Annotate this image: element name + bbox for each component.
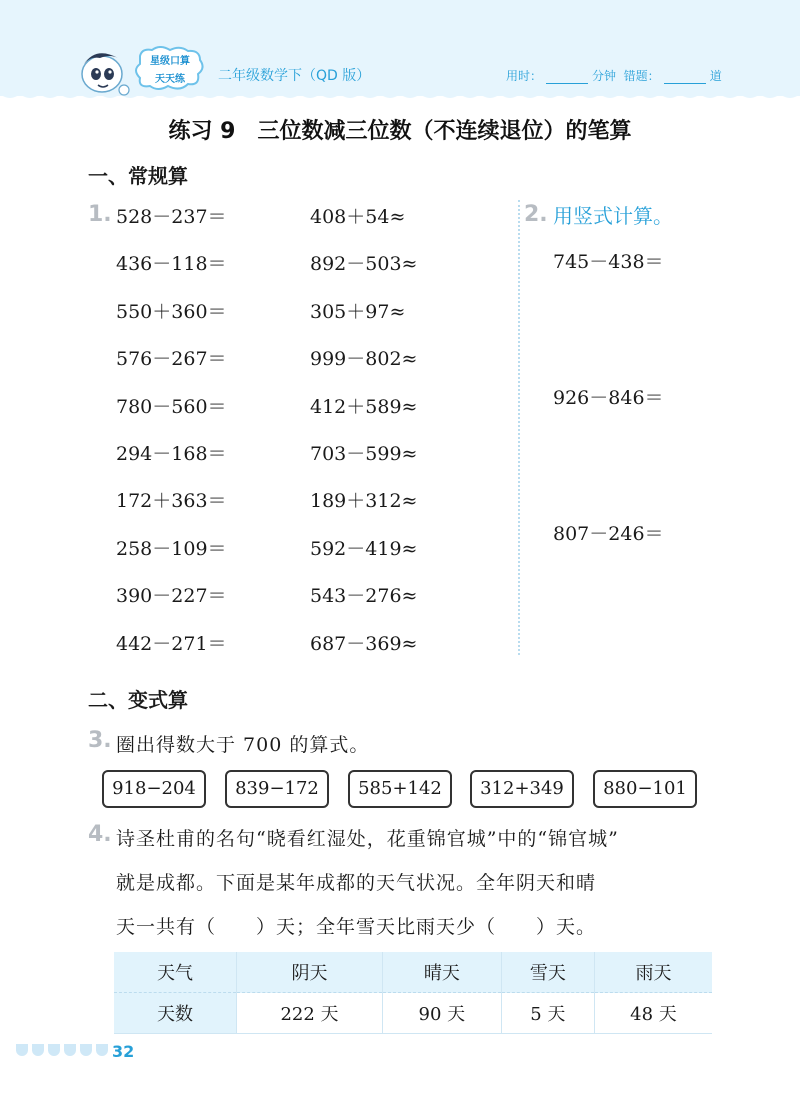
calc-item: 172＋363＝ — [116, 490, 227, 513]
table-cell: 222 天 — [237, 993, 383, 1034]
footer-dot — [16, 1044, 28, 1056]
question-number-4: 4. — [88, 822, 112, 847]
error-blank[interactable] — [664, 71, 706, 84]
calc-item: 258－109＝ — [116, 537, 227, 560]
weather-table — [114, 952, 712, 1034]
table-cell: 阴天 — [237, 952, 383, 993]
table-header-row — [114, 952, 712, 993]
calc-item: 412＋589≈ — [310, 395, 418, 418]
calc-item: 189＋312≈ — [310, 490, 418, 513]
logo-line-1: 星级口算 — [150, 56, 190, 67]
q4-text-line-2: 就是成都。下面是某年成都的天气状况。全年阴天和晴 — [116, 872, 597, 894]
section-heading-1: 一、常规算 — [88, 164, 188, 188]
question-number-1: 1. — [88, 202, 112, 227]
calc-item: 528－237＝ — [116, 206, 227, 228]
logo-line-2: 天天练 — [155, 74, 185, 85]
footer-dot — [32, 1044, 44, 1056]
error-unit: 道 — [709, 69, 722, 83]
calc-item: 576－267＝ — [116, 348, 227, 371]
time-unit: 分钟 — [592, 69, 617, 83]
calc-item: 592－419≈ — [310, 537, 418, 560]
expression-option[interactable]: 839−172 — [225, 770, 329, 808]
time-blank[interactable] — [546, 71, 588, 84]
time-label: 用时： — [506, 69, 543, 83]
series-logo — [134, 46, 206, 92]
question-number-2: 2. — [524, 202, 548, 227]
table-cell: 天数 — [114, 993, 237, 1034]
q3-text: 圈出得数大于 700 的算式。 — [116, 734, 370, 756]
q2-instruction: 用竖式计算。 — [553, 204, 673, 228]
vertical-calc-item: 745－438＝ — [553, 251, 664, 273]
calc-item: 892－503≈ — [310, 253, 418, 276]
calc-item: 408＋54≈ — [310, 206, 406, 228]
calc-item: 703－599≈ — [310, 443, 418, 465]
page-number: 32 — [112, 1042, 135, 1061]
error-label: 错题： — [623, 69, 660, 83]
expression-option[interactable]: 880−101 — [593, 770, 697, 808]
section-heading-2: 二、变式算 — [88, 688, 188, 712]
calc-item: 550＋360＝ — [116, 300, 227, 323]
calc-item: 305＋97≈ — [310, 300, 406, 323]
table-row — [114, 993, 712, 1034]
vertical-calc-item: 926－846＝ — [553, 387, 664, 409]
table-cell: 5 天 — [501, 993, 594, 1034]
calc-item: 543－276≈ — [310, 585, 418, 608]
expression-option[interactable]: 918−204 — [102, 770, 206, 808]
mascot-icon — [76, 44, 132, 100]
calc-item: 999－802≈ — [310, 348, 418, 371]
footer-dot — [64, 1044, 76, 1056]
table-cell: 48 天 — [594, 993, 712, 1034]
calc-item: 687－369≈ — [310, 632, 418, 655]
footer-dot — [48, 1044, 60, 1056]
table-cell: 晴天 — [383, 952, 502, 993]
q4-text-line-1: 诗圣杜甫的名句“晓看红湿处，花重锦官城”中的“锦官城” — [116, 828, 619, 850]
calc-item: 390－227＝ — [116, 585, 227, 608]
time-record — [506, 67, 722, 84]
vertical-calc-item: 807－246＝ — [553, 523, 664, 545]
expression-option[interactable]: 585+142 — [348, 770, 452, 808]
table-cell: 天气 — [114, 952, 237, 993]
table-cell: 雪天 — [501, 952, 594, 993]
calc-item: 294－168＝ — [116, 443, 227, 465]
expression-option[interactable]: 312+349 — [470, 770, 574, 808]
calc-item: 436－118＝ — [116, 253, 227, 276]
table-cell: 雨天 — [594, 952, 712, 993]
page-title: 练习 9 三位数减三位数（不连续退位）的笔算 — [168, 119, 632, 144]
table-cell: 90 天 — [383, 993, 502, 1034]
q4-text-line-3: 天一共有（ ）天；全年雪天比雨天少（ ）天。 — [116, 916, 597, 938]
calc-item: 780－560＝ — [116, 395, 227, 418]
footer-dot — [80, 1044, 92, 1056]
grade-label: 二年级数学下（QD 版） — [218, 68, 371, 84]
column-divider — [518, 200, 520, 655]
footer-dot — [96, 1044, 108, 1056]
question-number-3: 3. — [88, 728, 112, 753]
calc-item: 442－271＝ — [116, 632, 227, 655]
